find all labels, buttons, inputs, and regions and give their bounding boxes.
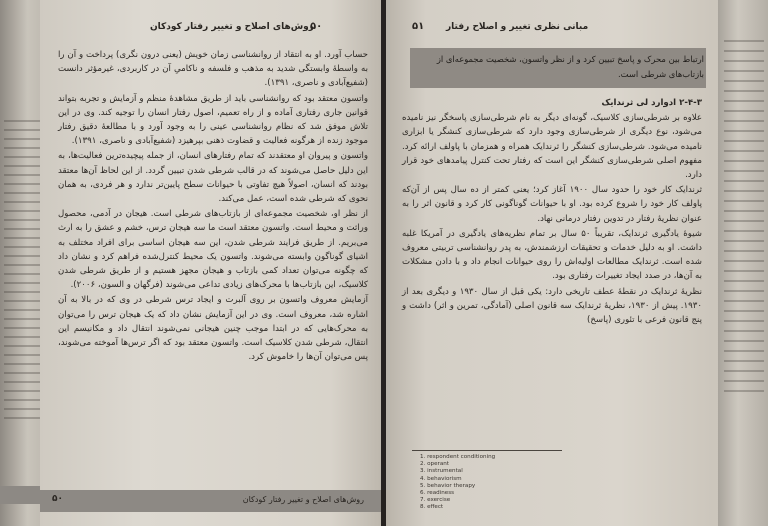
- right-paragraph: ثرندایک کار خود را حدود سال ۱۹۰۰ آغاز کرد؛ یعنی کمتر از ده سال پس از آن‌که پاولف کار خود را شروع کرده بود. او با حیوانات گوناگونی کار کرد و قانون اثر را به عنوان نظریهٔ رفتار در تدوین رفتار درمانی نهاد.: [402, 185, 702, 224]
- left-page-body: [58, 48, 368, 365]
- left-paragraph: از نظر او، شخصیت مجموعه‌ای از بازتاب‌های شرطی است. هیجان در آدمی، محصول وراثت و محیط است. واتسون معتقد است ما سه هیجان ترس، خشم و عشق را به ارث می‌بریم. از طریق فرایند شرطی شدن، این سه هیجان اساسی برای افراد مختلف به اشیای گوناگون وابسته می‌شوند. واتسون یک محیط کنترل‌شده فراهم کرد و نشان داد که چگونه می‌توان تعداد کمی بازتاب و هیجان مجهز هستیم و از طریق شرطی شدن کلاسیک، این بازتاب‌ها با محرک‌های زیادی تداعی می‌شوند (فرگهان و السون، ۲۰۰۶).: [58, 209, 368, 291]
- left-paragraph: آزمایش معروف واتسون بر روی آلبرت و ایجاد ترس شرطی در وی که در بالا به آن اشاره شد، معروف است. وی در این آزمایش نشان داد که یک هیجان ترس را می‌توان به محرک‌هایی که در ابتدا موجب چنین هیجانی نمی‌شوند انتقال داد و مکانیسم این انتقال، شرطی شدن کلاسیک است. واتسون معتقد بود که اگر ترس‌ها آموخته می‌شوند، پس می‌توان آن‌ها را خاموش کرد.: [58, 295, 368, 363]
- shaded-box-text: ارتباط بین محرک و پاسخ تبیین کرد و از نظر واتسون، شخصیت مجموعه‌ای از بازتاب‌های شرطی است.: [436, 54, 704, 79]
- footnote: 2. operant: [420, 461, 449, 468]
- right-paragraph: شیوهٔ یادگیری ثرندایک، تقریباً ۵۰ سال بر تمام نظریه‌های یادگیری در آمریکا غلبه داشت. او به دلیل خدمات و تحقیقات ارزشمندش، به پدر روانشناسی تربیتی معروف شده است. ثرندایک مطالعات اولیه‌اش را روی حیوانات انجام داد و با دادن مشکلات به آن‌ها، در صدد ایجاد تغییرات رفتاری بود.: [402, 228, 702, 282]
- right-page-body: [402, 96, 702, 328]
- left-paragraph: حساب آورد. او به انتقاد از روانشناسی زمان خویش (یعنی درون نگری) پرداخت و آن را به واسطهٔ وابستگی شدید به مذهب و فلسفه و ناکامیِ آن در کاربردی، غیرمؤثر دانست (شفیع‌آبادی و ناصری، ۱۳۹۱).: [58, 50, 368, 89]
- footnote: 4. behaviorism: [420, 475, 462, 482]
- footnote: 6. readiness: [420, 490, 455, 497]
- left-footer-band: [40, 490, 382, 512]
- footnotes: [420, 454, 495, 512]
- right-paragraph: علاوه بر شرطی‌سازی کلاسیک، گونه‌ای دیگر به نام شرطی‌سازی پاسخگر نیز نامیده می‌شود، نوع دیگری از شرطی‌سازی وجود دارد که شرطی‌سازی کنشگر یا ابزاری نامیده می‌شود. شرطی‌سازی کنشگر را ثرندایک همراه و همزمان با پاولف ارائه کرد. مفهوم اصلی شرطی‌سازی کنشگر این است که رفتار تحت کنترل پیامدهای خود قرار دارد.: [402, 113, 702, 181]
- footnote: 3. instrumental: [420, 468, 463, 475]
- footnote: 8. effect: [420, 504, 444, 511]
- footnote-rule: [412, 450, 562, 451]
- right-paragraph: نظریهٔ ثرندایک در نقطهٔ عطف تاریخی دارد: یکی قبل از سال ۱۹۳۰ و دیگری بعد از ۱۹۳۰. پیش از ۱۹۳۰، نظریهٔ ثرندایک سه قانون اصلی (آمادگی، تمرین و اثر) داشت و پنج قانون فرعی با تئوری (پاسخ): [402, 286, 703, 326]
- right-edge-text-strip: [724, 40, 764, 400]
- section-title: ۲-۴-۳ ادوارد لی ثرندایک: [601, 98, 702, 108]
- footnote: 7. exercise: [420, 497, 451, 504]
- right-page-edge: [718, 0, 768, 526]
- right-page-number: ۵۱: [412, 21, 425, 32]
- left-footer-text: روش‌های اصلاح و تغییر رفتار کودکان: [242, 495, 364, 504]
- right-page-header: مبانی نظری تغییر و اصلاح رفتار: [446, 22, 589, 32]
- left-page: [40, 0, 382, 526]
- footnote: 5. behavior therapy: [420, 482, 476, 489]
- left-paragraph: واتسون معتقد بود که روانشناسی باید از طریق مشاهدهٔ منظم و آزمایش و تجربه بتواند قوانین جاری رفتاری آماده و از راه تعمیم، اصول رفتار انسان را توجیه کند. وی در این تلاش موفق شد که نظام روانشناسی عینی را به وجود آورد و با مطالعهٔ دقیق رفتار موجود زنده از هرگونه فعالیت و قضاوت ذهنی بپرهیزد (شفیع‌آبادی و ناصری، ۱۳۹۱).: [58, 93, 368, 147]
- left-page-number: ۵۰: [310, 21, 323, 32]
- left-paragraph: واتسون و پیروان او معتقدند که تمام رفتارهای انسان، از جمله پیچیده‌ترین فعالیت‌ها، به این دلیل حاصل می‌شوند که در قالب شرطی شدن تبیین گردد. از این لحاظ آن‌ها معتقد بودند که انسان، اصولاً هیچ تفاوتی با حیوانات سطح پایین‌تر ندارد و هر فردی، به همان نحوی که شرطی شده است، عمل می‌کند.: [58, 151, 368, 205]
- footnote: 1. respondent conditioning: [420, 454, 496, 460]
- left-footer-page: ۵۰: [52, 494, 63, 504]
- right-page: [386, 0, 720, 526]
- left-page-header: روش‌های اصلاح و تغییر رفتار کودکان: [150, 22, 314, 32]
- left-edge-text-strip: [4, 120, 40, 420]
